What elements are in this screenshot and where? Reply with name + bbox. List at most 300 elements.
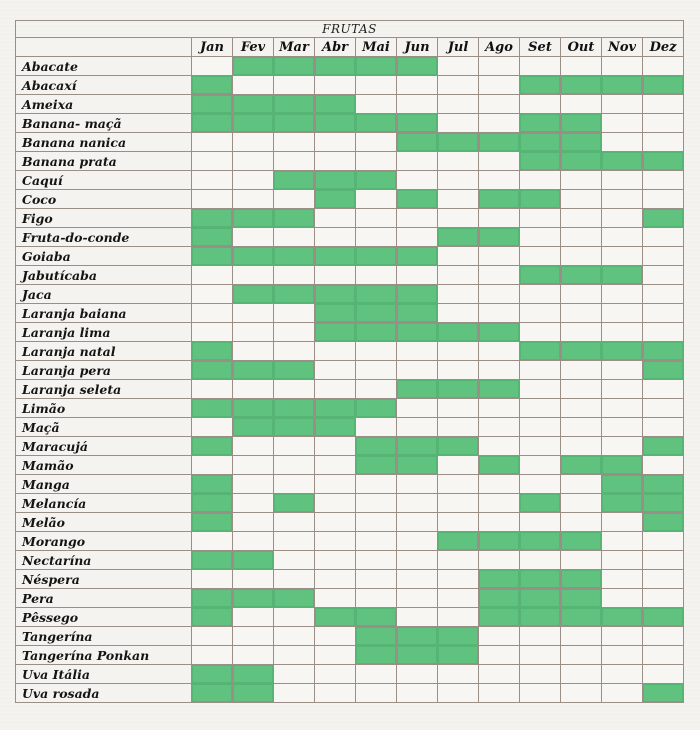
season-cell-off [356,475,397,494]
season-cell-on [643,209,684,228]
table-row [16,342,684,361]
season-cell-on [397,285,438,304]
season-cell-off [520,456,561,475]
season-cell-on [520,608,561,627]
season-cell-on [356,608,397,627]
season-cell-off [520,418,561,437]
season-cell-on [520,532,561,551]
season-cell-off [561,418,602,437]
season-cell-off [233,513,274,532]
season-cell-on [356,323,397,342]
season-cell-off [233,190,274,209]
season-cell-off [356,551,397,570]
fruit-name: Laranja seleta [16,380,192,399]
season-cell-off [643,665,684,684]
season-cell-on [274,589,315,608]
season-cell-on [479,228,520,247]
season-cell-off [438,247,479,266]
season-cell-on [192,247,233,266]
season-cell-off [315,380,356,399]
fruit-name: Uva Itália [16,665,192,684]
season-cell-off [356,494,397,513]
season-cell-off [274,342,315,361]
fruit-name: Maracujá [16,437,192,456]
season-cell-on [356,171,397,190]
season-cell-off [520,627,561,646]
season-cell-off [397,152,438,171]
season-cell-off [315,551,356,570]
season-cell-off [561,304,602,323]
season-cell-off [561,665,602,684]
season-cell-on [561,589,602,608]
fruit-name: Abacate [16,57,192,76]
table-row [16,190,684,209]
season-cell-on [602,152,643,171]
season-cell-off [233,608,274,627]
fruit-name: Melancía [16,494,192,513]
season-cell-off [192,285,233,304]
season-cell-off [438,608,479,627]
season-cell-off [602,418,643,437]
season-cell-off [315,228,356,247]
season-cell-off [356,133,397,152]
season-cell-off [356,684,397,703]
season-cell-on [356,627,397,646]
table-title: FRUTAS [16,21,684,38]
season-cell-on [397,627,438,646]
season-cell-off [438,456,479,475]
table-row [16,95,684,114]
season-cell-off [274,76,315,95]
season-cell-off [561,437,602,456]
season-cell-on [643,437,684,456]
fruit-name: Jabutícaba [16,266,192,285]
season-cell-off [520,380,561,399]
season-cell-off [438,266,479,285]
season-cell-on [561,608,602,627]
season-cell-on [274,418,315,437]
season-cell-off [233,342,274,361]
season-cell-off [192,57,233,76]
fruit-name: Figo [16,209,192,228]
season-cell-off [233,380,274,399]
season-cell-off [274,475,315,494]
table-row [16,323,684,342]
season-cell-off [561,57,602,76]
season-cell-off [520,399,561,418]
season-cell-off [274,665,315,684]
season-cell-on [233,57,274,76]
season-cell-on [643,475,684,494]
season-cell-off [643,399,684,418]
season-cell-on [438,646,479,665]
season-cell-off [479,475,520,494]
season-cell-off [315,475,356,494]
season-cell-off [233,475,274,494]
season-cell-off [643,627,684,646]
table-row [16,171,684,190]
season-cell-off [643,247,684,266]
table-row [16,114,684,133]
season-cell-off [233,437,274,456]
season-cell-off [274,228,315,247]
season-cell-on [192,76,233,95]
season-cell-off [397,361,438,380]
season-cell-off [561,247,602,266]
season-cell-on [520,133,561,152]
fruit-name: Coco [16,190,192,209]
season-cell-off [233,171,274,190]
season-cell-off [479,209,520,228]
season-cell-off [438,57,479,76]
season-cell-off [315,342,356,361]
season-cell-on [397,437,438,456]
season-cell-off [602,171,643,190]
season-cell-off [438,494,479,513]
season-cell-off [561,513,602,532]
season-cell-off [561,551,602,570]
season-cell-on [274,247,315,266]
season-cell-off [192,171,233,190]
table-row [16,266,684,285]
season-cell-off [602,114,643,133]
season-cell-on [233,418,274,437]
season-cell-off [479,627,520,646]
season-cell-on [356,646,397,665]
table-row [16,570,684,589]
season-cell-off [479,513,520,532]
season-cell-off [356,228,397,247]
season-cell-on [397,57,438,76]
table-row [16,209,684,228]
month-header-abr: Abr [315,38,356,57]
season-cell-off [315,152,356,171]
fruit-name: Tangerína [16,627,192,646]
season-cell-on [192,342,233,361]
season-cell-off [397,171,438,190]
season-cell-off [397,399,438,418]
season-cell-on [192,361,233,380]
season-cell-on [438,437,479,456]
season-cell-off [356,209,397,228]
season-cell-off [192,627,233,646]
season-cell-off [274,551,315,570]
season-cell-off [356,589,397,608]
table-row [16,608,684,627]
season-cell-on [602,76,643,95]
season-cell-off [397,342,438,361]
season-cell-off [602,95,643,114]
fruit-name: Laranja natal [16,342,192,361]
season-cell-off [356,532,397,551]
season-cell-on [438,380,479,399]
season-cell-off [643,323,684,342]
season-cell-on [233,247,274,266]
season-cell-off [233,304,274,323]
season-cell-off [438,342,479,361]
season-cell-off [479,76,520,95]
season-cell-off [643,228,684,247]
season-cell-off [520,551,561,570]
season-cell-off [274,684,315,703]
season-cell-on [479,190,520,209]
season-cell-off [192,133,233,152]
season-cell-off [397,494,438,513]
season-cell-off [274,437,315,456]
season-cell-off [274,266,315,285]
fruit-name: Tangerína Ponkan [16,646,192,665]
season-cell-on [561,570,602,589]
season-cell-off [192,418,233,437]
season-cell-off [602,684,643,703]
season-cell-off [479,247,520,266]
season-cell-on [520,494,561,513]
season-cell-off [602,361,643,380]
season-cell-off [274,646,315,665]
season-cell-off [561,627,602,646]
season-cell-on [520,589,561,608]
season-cell-on [561,133,602,152]
season-cell-on [479,380,520,399]
season-cell-off [438,399,479,418]
season-cell-off [561,190,602,209]
season-cell-on [479,456,520,475]
season-cell-off [397,608,438,627]
season-cell-on [274,285,315,304]
corner-cell [16,38,192,57]
month-header-out: Out [561,38,602,57]
season-cell-off [479,95,520,114]
season-cell-off [438,361,479,380]
season-cell-on [192,665,233,684]
season-cell-on [192,209,233,228]
season-cell-off [520,513,561,532]
season-cell-off [561,475,602,494]
season-cell-off [192,304,233,323]
season-cell-on [315,171,356,190]
season-cell-off [643,589,684,608]
season-cell-off [602,304,643,323]
season-cell-off [356,570,397,589]
season-cell-off [479,114,520,133]
season-cell-on [274,494,315,513]
season-cell-off [602,380,643,399]
season-cell-off [561,380,602,399]
season-cell-on [274,399,315,418]
season-cell-on [315,399,356,418]
fruit-name: Ameixa [16,95,192,114]
season-cell-off [315,456,356,475]
season-cell-off [520,228,561,247]
season-cell-on [192,551,233,570]
season-cell-off [356,266,397,285]
season-cell-on [643,152,684,171]
season-cell-on [315,285,356,304]
season-cell-off [233,76,274,95]
season-cell-off [233,323,274,342]
table-row [16,361,684,380]
season-cell-off [561,494,602,513]
season-cell-on [479,589,520,608]
table-row [16,494,684,513]
season-cell-off [643,266,684,285]
table-row [16,247,684,266]
season-cell-off [315,76,356,95]
fruit-name: Fruta-do-conde [16,228,192,247]
season-cell-off [479,399,520,418]
season-cell-off [274,304,315,323]
fruit-name: Goiaba [16,247,192,266]
season-cell-off [233,627,274,646]
season-cell-off [438,684,479,703]
season-cell-off [479,57,520,76]
season-cell-off [315,209,356,228]
season-cell-off [520,209,561,228]
season-cell-on [274,95,315,114]
season-cell-on [602,494,643,513]
season-cell-off [233,494,274,513]
season-cell-off [397,266,438,285]
season-cell-off [192,190,233,209]
season-cell-off [479,361,520,380]
season-cell-off [233,532,274,551]
season-cell-off [356,665,397,684]
season-cell-on [643,342,684,361]
season-cell-on [315,57,356,76]
table-row [16,399,684,418]
season-cell-on [479,570,520,589]
season-cell-off [643,57,684,76]
season-cell-on [356,247,397,266]
season-cell-off [315,266,356,285]
season-cell-on [479,532,520,551]
month-header-set: Set [520,38,561,57]
season-cell-on [315,114,356,133]
season-cell-off [602,551,643,570]
season-cell-on [643,494,684,513]
season-cell-off [356,418,397,437]
season-cell-on [561,456,602,475]
season-cell-off [274,513,315,532]
season-cell-on [397,133,438,152]
season-cell-on [520,76,561,95]
season-cell-off [643,171,684,190]
season-cell-off [397,418,438,437]
fruit-name: Pera [16,589,192,608]
season-cell-on [274,171,315,190]
fruit-name: Banana prata [16,152,192,171]
month-header-dez: Dez [643,38,684,57]
season-cell-off [274,152,315,171]
table-row [16,57,684,76]
season-cell-off [438,171,479,190]
season-cell-on [356,57,397,76]
season-cell-on [233,589,274,608]
season-cell-on [356,304,397,323]
season-cell-off [602,190,643,209]
season-cell-on [315,418,356,437]
season-cell-off [438,570,479,589]
season-cell-off [233,152,274,171]
season-cell-off [397,95,438,114]
season-cell-off [438,589,479,608]
season-cell-on [438,532,479,551]
season-cell-off [233,133,274,152]
season-cell-on [274,114,315,133]
season-cell-off [192,323,233,342]
season-cell-off [643,114,684,133]
season-cell-off [643,285,684,304]
season-cell-on [643,76,684,95]
season-cell-off [438,76,479,95]
season-cell-on [315,247,356,266]
season-cell-off [602,646,643,665]
season-cell-on [397,323,438,342]
fruit-name: Pêssego [16,608,192,627]
season-cell-off [438,418,479,437]
table-row [16,304,684,323]
season-cell-off [561,228,602,247]
season-cell-off [274,133,315,152]
season-cell-on [274,57,315,76]
season-cell-off [602,133,643,152]
season-cell-off [520,437,561,456]
season-cell-off [438,665,479,684]
season-cell-off [397,570,438,589]
season-cell-off [233,456,274,475]
table-row [16,627,684,646]
season-cell-off [643,380,684,399]
season-cell-on [643,684,684,703]
season-cell-on [438,627,479,646]
table-row [16,418,684,437]
month-header-jul: Jul [438,38,479,57]
season-cell-off [438,551,479,570]
table-row [16,437,684,456]
fruit-name: Laranja pera [16,361,192,380]
fruit-name: Nectarína [16,551,192,570]
fruit-name: Maçã [16,418,192,437]
season-cell-off [438,152,479,171]
month-header-mar: Mar [274,38,315,57]
season-cell-on [520,152,561,171]
table-row [16,475,684,494]
season-cell-off [520,304,561,323]
season-cell-off [438,304,479,323]
season-cell-off [397,532,438,551]
season-cell-off [315,627,356,646]
season-cell-off [397,209,438,228]
season-cell-on [233,95,274,114]
season-cell-on [561,76,602,95]
season-cell-off [602,209,643,228]
season-cell-on [192,494,233,513]
season-cell-on [438,133,479,152]
season-cell-off [520,57,561,76]
season-cell-off [192,456,233,475]
season-cell-off [192,532,233,551]
season-cell-off [643,532,684,551]
season-cell-on [274,209,315,228]
season-cell-off [520,646,561,665]
month-header-jan: Jan [192,38,233,57]
season-cell-off [602,228,643,247]
season-cell-off [561,95,602,114]
season-cell-off [520,361,561,380]
table-row [16,665,684,684]
season-cell-off [274,608,315,627]
season-cell-off [643,304,684,323]
